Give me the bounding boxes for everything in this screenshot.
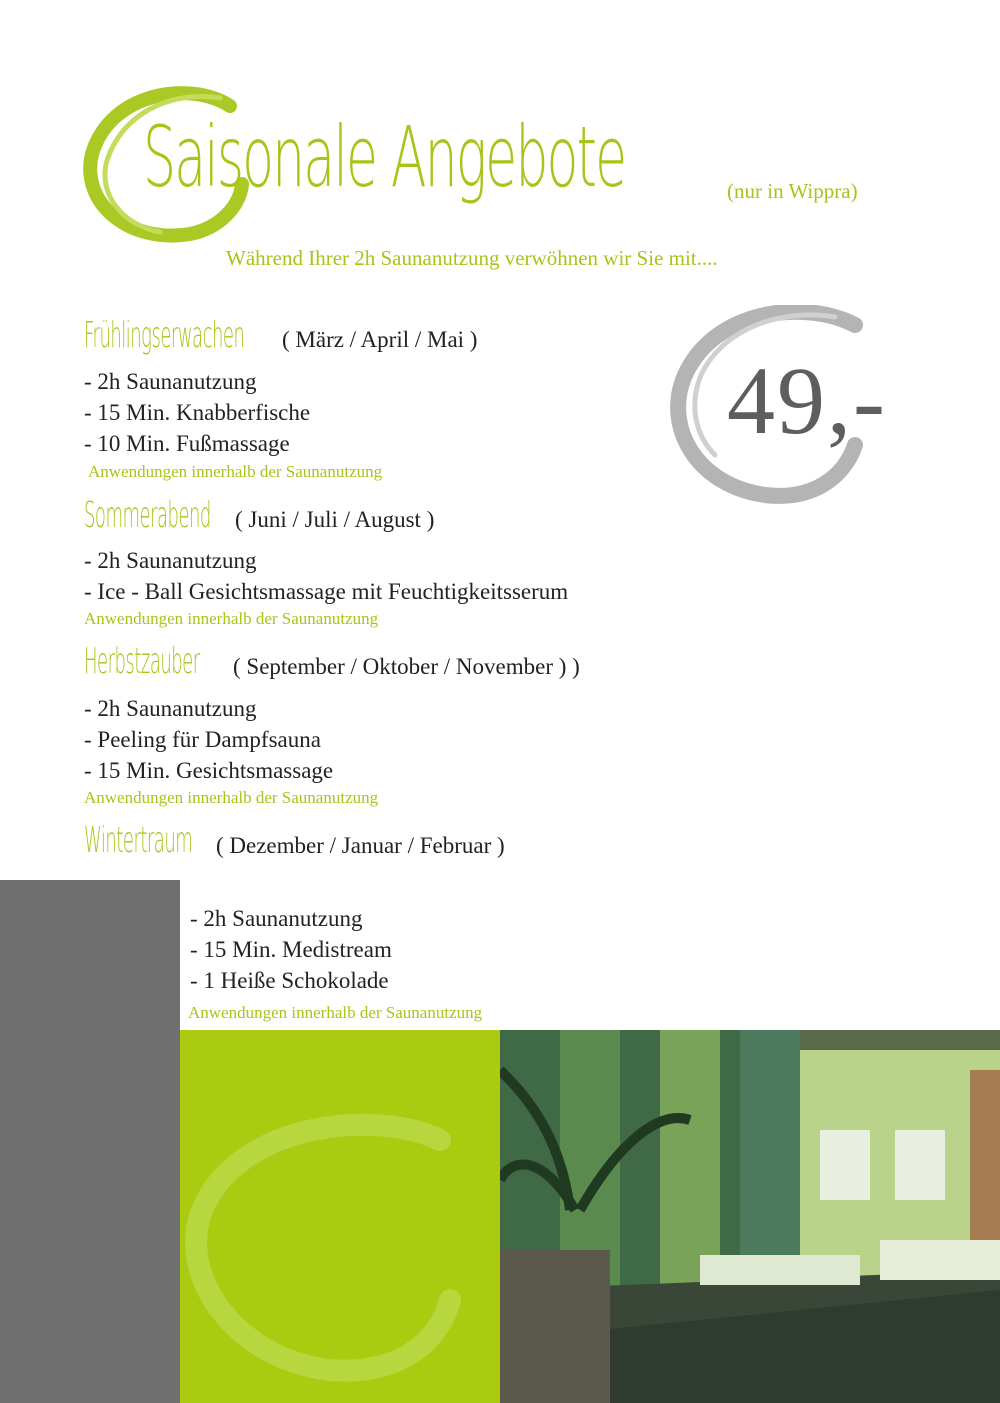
season-note: Anwendungen innerhalb der Saunanutzung <box>188 1003 483 1022</box>
list-item: - Peeling für Dampfsauna <box>84 727 321 752</box>
season-title-autumn: Herbstzauber <box>84 641 200 682</box>
season-note: Anwendungen innerhalb der Saunanutzung <box>84 788 379 807</box>
block-brush-circle-icon <box>180 1030 500 1403</box>
intro-text: Während Ihrer 2h Saunanutzung verwöhnen wir Sie mit.... <box>226 246 718 270</box>
season-title-winter: Wintertraum <box>84 820 193 861</box>
green-accent-block <box>180 1030 500 1403</box>
list-item: - Ice - Ball Gesichtsmassage mit Feuchtigkeitsserum <box>84 579 569 604</box>
gray-side-bar <box>0 880 180 1403</box>
list-item: - 15 Min. Knabberfische <box>84 400 311 425</box>
sauna-relaxation-room-photo <box>500 1030 1000 1403</box>
season-months-autumn: ( September / Oktober / November ) ) <box>233 654 580 679</box>
season-note: Anwendungen innerhalb der Saunanutzung <box>84 609 379 628</box>
season-title-summer: Sommerabend <box>84 495 211 536</box>
season-months-winter: ( Dezember / Januar / Februar ) <box>216 833 505 858</box>
list-item: - 15 Min. Gesichtsmassage <box>84 758 334 783</box>
season-note: Anwendungen innerhalb der Saunanutzung <box>88 462 383 481</box>
list-item: - 2h Saunanutzung <box>190 906 363 931</box>
location-note: (nur in Wippra) <box>727 179 858 203</box>
list-item: - 15 Min. Medistream <box>190 937 392 962</box>
season-title-spring: Frühlingserwachen <box>84 315 245 356</box>
list-item: - 2h Saunanutzung <box>84 369 257 394</box>
season-months-spring: ( März / April / Mai ) <box>282 327 478 352</box>
list-item: - 2h Saunanutzung <box>84 696 257 721</box>
list-item: - 2h Saunanutzung <box>84 548 257 573</box>
season-months-summer: ( Juni / Juli / August ) <box>235 507 435 532</box>
page-title: Saisonale Angebote <box>143 108 626 206</box>
price-label: 49,- <box>727 347 887 454</box>
list-item: - 1 Heiße Schokolade <box>190 968 389 993</box>
list-item: - 10 Min. Fußmassage <box>84 431 290 456</box>
